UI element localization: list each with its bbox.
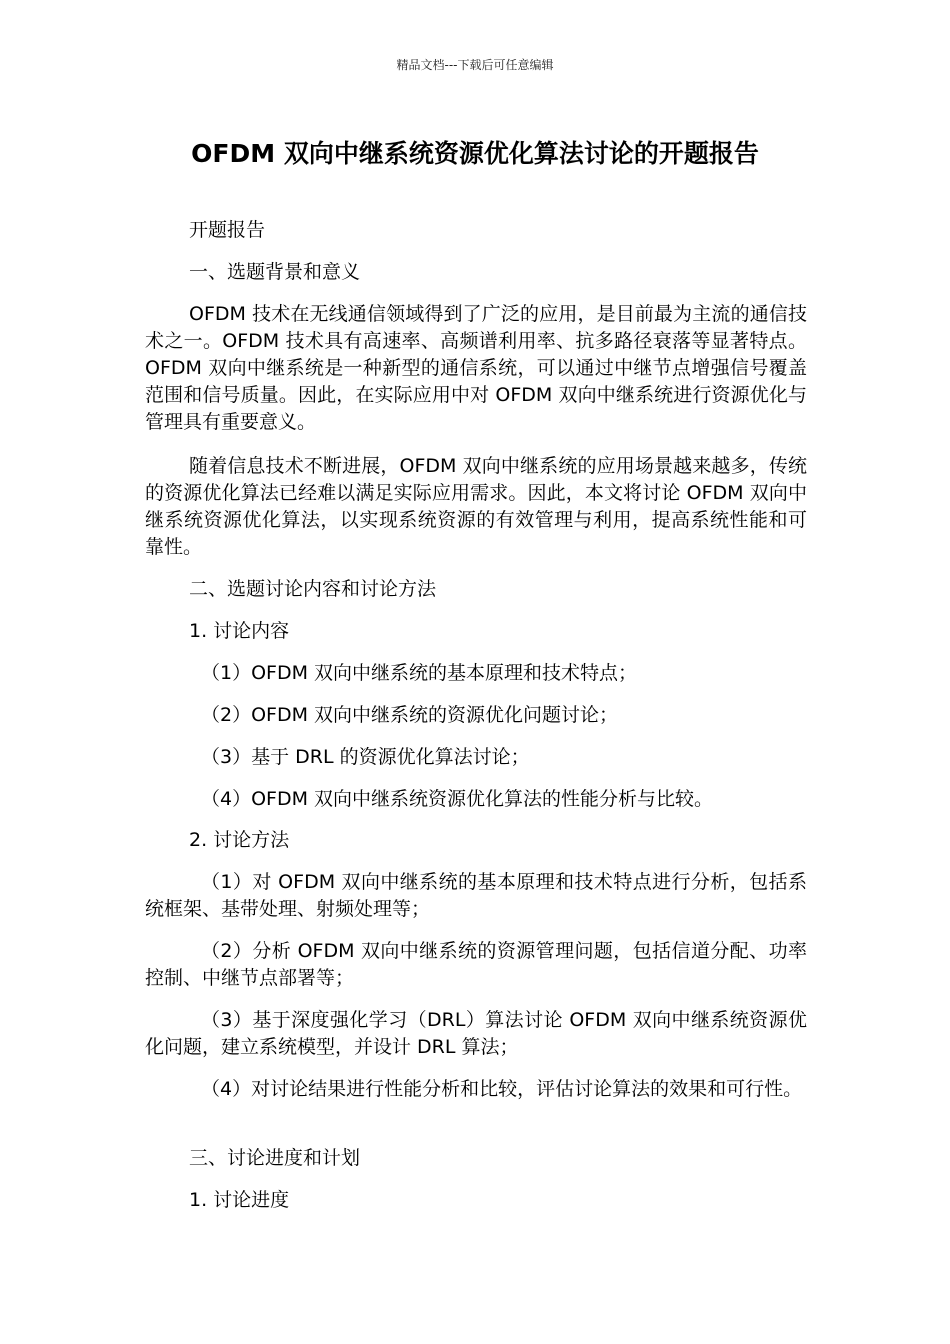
report-label: 开题报告 (189, 219, 266, 241)
content-item-1: （1）OFDM 双向中继系统的基本原理和技术特点； (201, 662, 638, 684)
section-2-subheading-content: 1. 讨论内容 (189, 620, 290, 642)
section-1-heading: 一、选题背景和意义 (189, 261, 361, 283)
section-1-paragraph-2: 随着信息技术不断进展，OFDM 双向中继系统的应用场景越来越多，传统的资源优化算法已经难以满足实际应用需求。因此，本文将讨论 OFDM 双向中继系统资源优化算法，以实现系统资源的有效管理与利用，提高系统性能和可靠性。 (145, 455, 807, 558)
content-item-3: （3）基于 DRL 的资源优化算法讨论； (201, 746, 530, 768)
document-title: OFDM 双向中继系统资源优化算法讨论的开题报告 (191, 139, 759, 168)
header-note: 精品文档---下载后可任意编辑 (396, 58, 554, 72)
section-1-paragraph-1: OFDM 技术在无线通信领域得到了广泛的应用，是目前最为主流的通信技术之一。OFDM 技术具有高速率、高频谱利用率、抗多路径衰落等显著特点。OFDM 双向中继系统是一种新型的通信系统，可以通过中继节点增强信号覆盖范围和信号质量。因此，在实际应用中对 OFDM 双向中继系统进行资源优化与管理具有重要意义。 (145, 303, 807, 433)
method-item-2: （2）分析 OFDM 双向中继系统的资源管理问题，包括信道分配、功率控制、中继节点部署等； (145, 940, 807, 989)
method-item-1: （1）对 OFDM 双向中继系统的基本原理和技术特点进行分析，包括系统框架、基带处理、射频处理等； (145, 871, 807, 920)
section-3-subheading-progress: 1. 讨论进度 (189, 1189, 290, 1211)
method-item-3: （3）基于深度强化学习（DRL）算法讨论 OFDM 双向中继系统资源优化问题，建立系统模型，并设计 DRL 算法； (145, 1009, 807, 1058)
section-3-heading: 三、讨论进度和计划 (189, 1147, 361, 1169)
method-item-4: （4）对讨论结果进行性能分析和比较，评估讨论算法的效果和可行性。 (201, 1078, 803, 1100)
section-2-subheading-method: 2. 讨论方法 (189, 829, 290, 851)
content-item-2: （2）OFDM 双向中继系统的资源优化问题讨论； (201, 704, 619, 726)
section-2-heading: 二、选题讨论内容和讨论方法 (189, 578, 437, 600)
content-item-4: （4）OFDM 双向中继系统资源优化算法的性能分析与比较。 (201, 788, 714, 810)
